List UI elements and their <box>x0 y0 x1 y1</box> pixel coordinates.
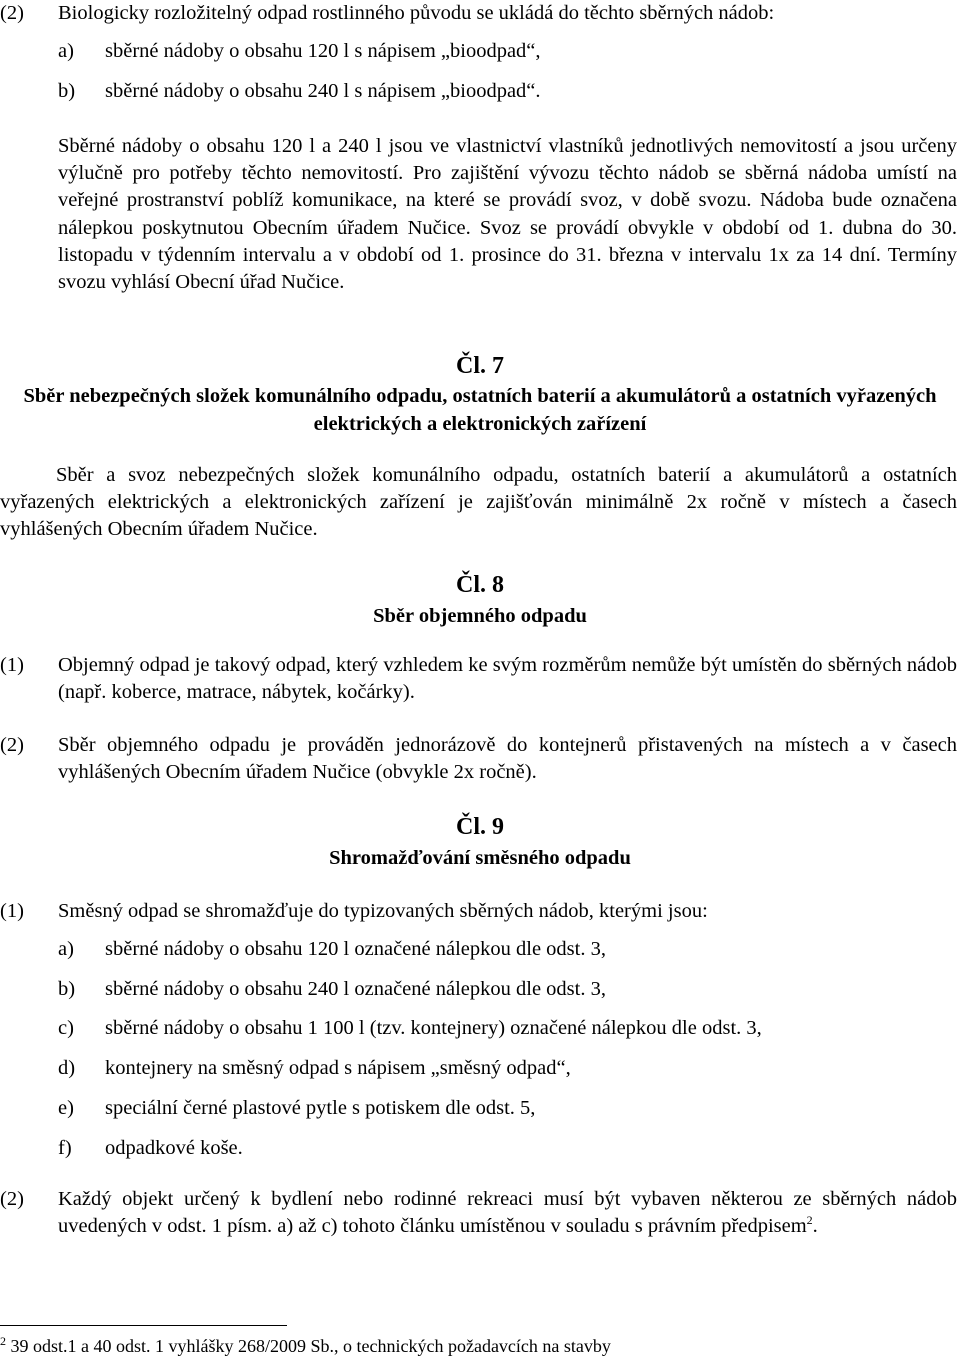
paragraph-number: (1) <box>0 900 24 922</box>
list-item-label: a) <box>58 40 74 62</box>
article-number: Čl. 9 <box>456 814 504 840</box>
paragraph-text-main: Každý objekt určený k bydlení nebo rodinné rekreaci musí být vybaven některou ze sběrných nádob uvedených v odst. 1 písm. a) až c) tohoto článku umístěnou v souladu s právním předpisem <box>58 1188 957 1238</box>
list-item <box>58 976 938 1003</box>
paragraph-text: Sběr objemného odpadu je prováděn jednorázově do kontejnerů přistavených na místech a v časech vyhlášených Obecním úřadem Nučice (obvykle 2x ročně). <box>58 734 957 784</box>
list-item <box>58 1055 938 1082</box>
article-title: Shromažďování směsného odpadu <box>329 847 631 869</box>
list-item-text: sběrné nádoby o obsahu 240 l s nápisem „bioodpad“. <box>105 80 541 102</box>
paragraph-number: (2) <box>0 2 24 24</box>
list-item-text: sběrné nádoby o obsahu 1 100 l (tzv. kontejnery) označené nálepkou dle odst. 3, <box>105 1017 762 1039</box>
list-item-text: odpadkové koše. <box>105 1137 243 1159</box>
list-item <box>58 936 938 963</box>
paragraph-number: (1) <box>0 654 24 676</box>
list-item-label: a) <box>58 938 74 960</box>
list-item-label: b) <box>58 80 76 102</box>
paragraph-text: Biologicky rozložitelný odpad rostlinného původu se ukládá do těchto sběrných nádob: <box>58 2 775 24</box>
list-item-label: d) <box>58 1057 76 1079</box>
list-item-label: e) <box>58 1097 74 1119</box>
footnote-text: 39 odst.1 a 40 odst. 1 vyhlášky 268/2009 Sb., o technických požadavcích na stavby <box>6 1336 611 1356</box>
list-item <box>58 38 938 65</box>
paragraph-body: Sběr a svoz nebezpečných složek komunálního odpadu, ostatních baterií a akumulátorů a ostatních vyřazených elektrických a elektronických zařízení je zajišťován minimálně 2x ročně v místech a časech vyhlášených Obecním úřadem Nučice. <box>0 464 957 541</box>
list-item <box>58 1095 938 1122</box>
list-item-text: kontejnery na směsný odpad s nápisem „směsný odpad“, <box>105 1057 571 1079</box>
article-title: Sběr objemného odpadu <box>373 605 587 627</box>
footnote <box>0 1336 611 1357</box>
list-item-label: f) <box>58 1137 72 1159</box>
list-item-label: c) <box>58 1017 74 1039</box>
list-item-text: sběrné nádoby o obsahu 120 l označené nálepkou dle odst. 3, <box>105 938 606 960</box>
paragraph-number: (2) <box>0 1188 24 1210</box>
paragraph-number: (2) <box>0 734 24 756</box>
list-item-text: sběrné nádoby o obsahu 120 l s nápisem „bioodpad“, <box>105 40 541 62</box>
list-item-text: speciální černé plastové pytle s potiskem dle odst. 5, <box>105 1097 536 1119</box>
paragraph-text: Směsný odpad se shromažďuje do typizovaných sběrných nádob, kterými jsou: <box>58 900 708 922</box>
article-number: Čl. 7 <box>456 353 504 379</box>
footnote-mark: 2 <box>0 1334 6 1348</box>
footnote-divider <box>0 1325 287 1326</box>
list-item-text: sběrné nádoby o obsahu 240 l označené nálepkou dle odst. 3, <box>105 978 606 1000</box>
list-item <box>58 1015 938 1042</box>
list-item <box>58 1135 938 1162</box>
paragraph-text: Objemný odpad je takový odpad, který vzhledem ke svým rozměrům nemůže být umístěn do sběrných nádob (např. koberce, matrace, nábytek, kočárky). <box>58 654 957 704</box>
footnote-reference: 2 <box>806 1213 813 1228</box>
article-title: Sběr nebezpečných složek komunálního odpadu, ostatních baterií a akumulátorů a ostatních vyřazených elektrických a elektronických zařízení <box>23 385 937 435</box>
paragraph-body: Sběrné nádoby o obsahu 120 l a 240 l jsou ve vlastnictví vlastníků jednotlivých nemovitostí a jsou určeny výlučně pro potřeby těchto nemovitostí. Pro zajištění vývozu těchto nádob se sběrná nádoba umístí na veřejné prostranství poblíž komunikace, na které se provádí svoz, v době svozu. Nádoba bude označena nálepkou poskytnutou Obecním úřadem Nučice. Svoz se provádí obvykle v období od 1. dubna do 30. listopadu v týdenním intervalu a v období od 1. prosince do 31. března v intervalu 1x za 14 dní. Termíny svozu vyhlásí Obecní úřad Nučice. <box>58 135 957 294</box>
list-item-label: b) <box>58 978 76 1000</box>
list-item <box>58 78 938 105</box>
paragraph-text <box>58 1186 957 1240</box>
article-number: Čl. 8 <box>456 572 504 598</box>
paragraph-text-end: . <box>812 1215 818 1238</box>
